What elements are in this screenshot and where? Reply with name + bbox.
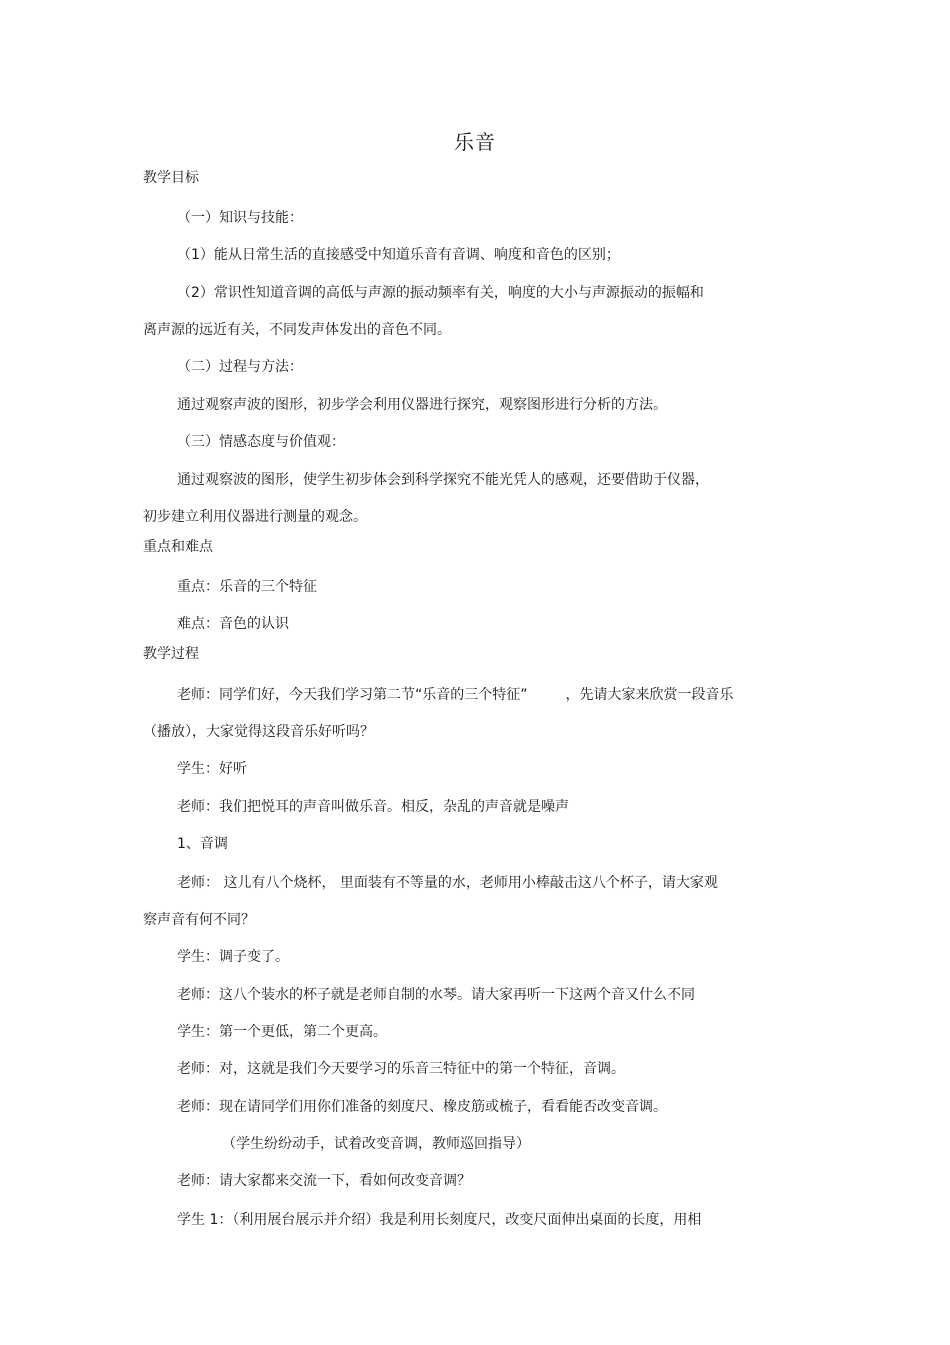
dialogue-line-12: 学生 1：（利用展台展示并介绍）我是利用长刻度尺，改变尺面伸出桌面的长度，用相 [177, 1212, 702, 1228]
document-title: 乐音 [454, 130, 496, 154]
attitude-text-line-2: 初步建立利用仪器进行测量的观念。 [143, 509, 367, 525]
knowledge-item-1: （1）能从日常生活的直接感受中知道乐音有音调、响度和音色的区别； [177, 247, 620, 263]
dialogue-line-2: 学生：好听 [177, 761, 247, 777]
difficult-point: 难点：音色的认识 [177, 616, 289, 632]
dialogue-line-4-continued: 察声音有何不同？ [143, 912, 255, 928]
key-point: 重点：乐音的三个特征 [177, 579, 317, 595]
process-text: 通过观察声波的图形，初步学会利用仪器进行探究，观察图形进行分析的方法。 [177, 397, 667, 413]
dialogue-line-6: 老师：这八个装水的杯子就是老师自制的水琴。请大家再听一下这两个音又什么不同 [177, 987, 695, 1003]
attitude-heading: （三）情感态度与价值观： [177, 434, 345, 450]
subsection-pitch: 1、音调 [177, 836, 228, 852]
dialogue-stage-note: （学生纷纷动手，试着改变音调，教师巡回指导） [222, 1136, 530, 1152]
process-heading: （二）过程与方法： [177, 359, 303, 375]
dialogue-line-8: 老师：对，这就是我们今天要学习的乐音三特征中的第一个特征，音调。 [177, 1061, 625, 1077]
dialogue-line-11: 老师：请大家都来交流一下，看如何改变音调？ [177, 1173, 471, 1189]
dialogue-line-3: 老师：我们把悦耳的声音叫做乐音。相反，杂乱的声音就是噪声 [177, 799, 569, 815]
teaching-process-heading: 教学过程 [143, 646, 199, 662]
dialogue-line-1-part-1: 老师：同学们好，今天我们学习第二节“乐音的三个特征” [177, 687, 528, 703]
objectives-heading: 教学目标 [143, 170, 199, 186]
attitude-text-line-1: 通过观察波的图形，使学生初步体会到科学探究不能光凭人的感观，还要借助于仪器， [177, 472, 709, 488]
dialogue-line-1-part-2: ，先请大家来欣赏一段音乐 [565, 687, 734, 703]
dialogue-line-9: 老师：现在请同学们用你们准备的刻度尺、橡皮筋或梳子，看看能否改变音调。 [177, 1099, 667, 1115]
knowledge-item-2-line-1: （2）常识性知道音调的高低与声源的振动频率有关，响度的大小与声源振动的振幅和 [177, 285, 704, 301]
dialogue-line-4: 老师： 这儿有八个烧杯， 里面装有不等量的水，老师用小棒敲击这八个杯子，请大家观 [177, 875, 718, 891]
knowledge-heading: （一）知识与技能： [177, 210, 303, 226]
dialogue-line-1-continued: （播放），大家觉得这段音乐好听吗？ [143, 724, 374, 740]
dialogue-line-1 [177, 685, 734, 705]
key-difficult-heading: 重点和难点 [143, 539, 213, 555]
knowledge-item-2-line-2: 离声源的远近有关，不同发声体发出的音色不同。 [143, 322, 451, 338]
dialogue-line-5: 学生：调子变了。 [177, 949, 289, 965]
dialogue-line-7: 学生：第一个更低，第二个更高。 [177, 1024, 387, 1040]
